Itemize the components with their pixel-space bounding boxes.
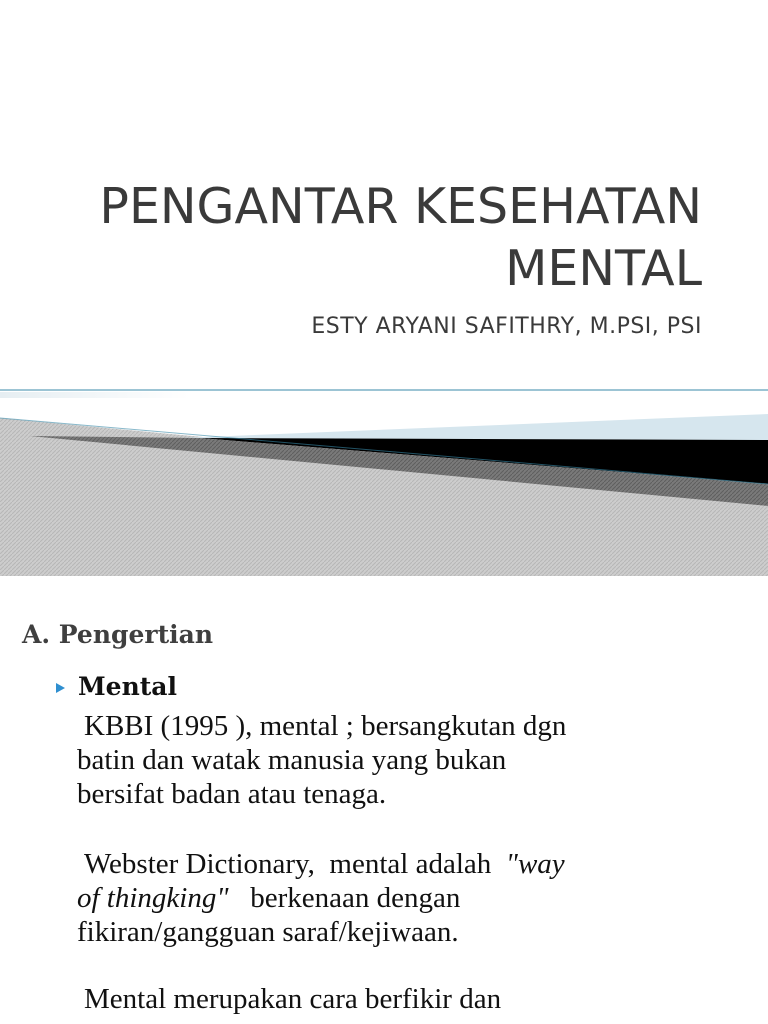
paragraph-webster <box>77 847 717 949</box>
section-heading: A. Pengertian <box>22 620 213 649</box>
triangle-bullet-icon <box>56 683 65 693</box>
slide-subtitle: ESTY ARYANI SAFITHRY, M.PSI, PSI <box>311 314 702 339</box>
title-line-2: MENTAL <box>505 240 702 297</box>
quote-way: "way <box>505 848 565 880</box>
paragraph-kbbi-line-2: batin dan watak manusia yang bukan <box>77 744 507 776</box>
quote-of-thingking: of thingking" <box>77 882 229 914</box>
paragraph-webster-line-1: Webster Dictionary, mental adalah <box>84 848 506 880</box>
paragraph-mental <box>77 982 717 1016</box>
slide-title <box>42 176 702 300</box>
paragraph-kbbi-line-3: bersifat badan atau tenaga. <box>77 778 387 810</box>
content-slide <box>0 576 768 1024</box>
paragraph-webster-line-2: berkenaan dengan <box>228 882 461 914</box>
title-line-1: PENGANTAR KESEHATAN <box>99 178 702 235</box>
bullet-label: Mental <box>78 672 177 701</box>
decorative-band <box>0 386 768 576</box>
paragraph-webster-line-3: fikiran/gangguan saraf/kejiwaan. <box>77 916 459 948</box>
faint-strip <box>0 392 380 398</box>
paragraph-kbbi <box>77 709 717 811</box>
paragraph-mental-line-1: Mental merupakan cara berfikir dan <box>84 983 502 1015</box>
paragraph-kbbi-line-1: KBBI (1995 ), mental ; bersangkutan dgn <box>84 710 567 742</box>
